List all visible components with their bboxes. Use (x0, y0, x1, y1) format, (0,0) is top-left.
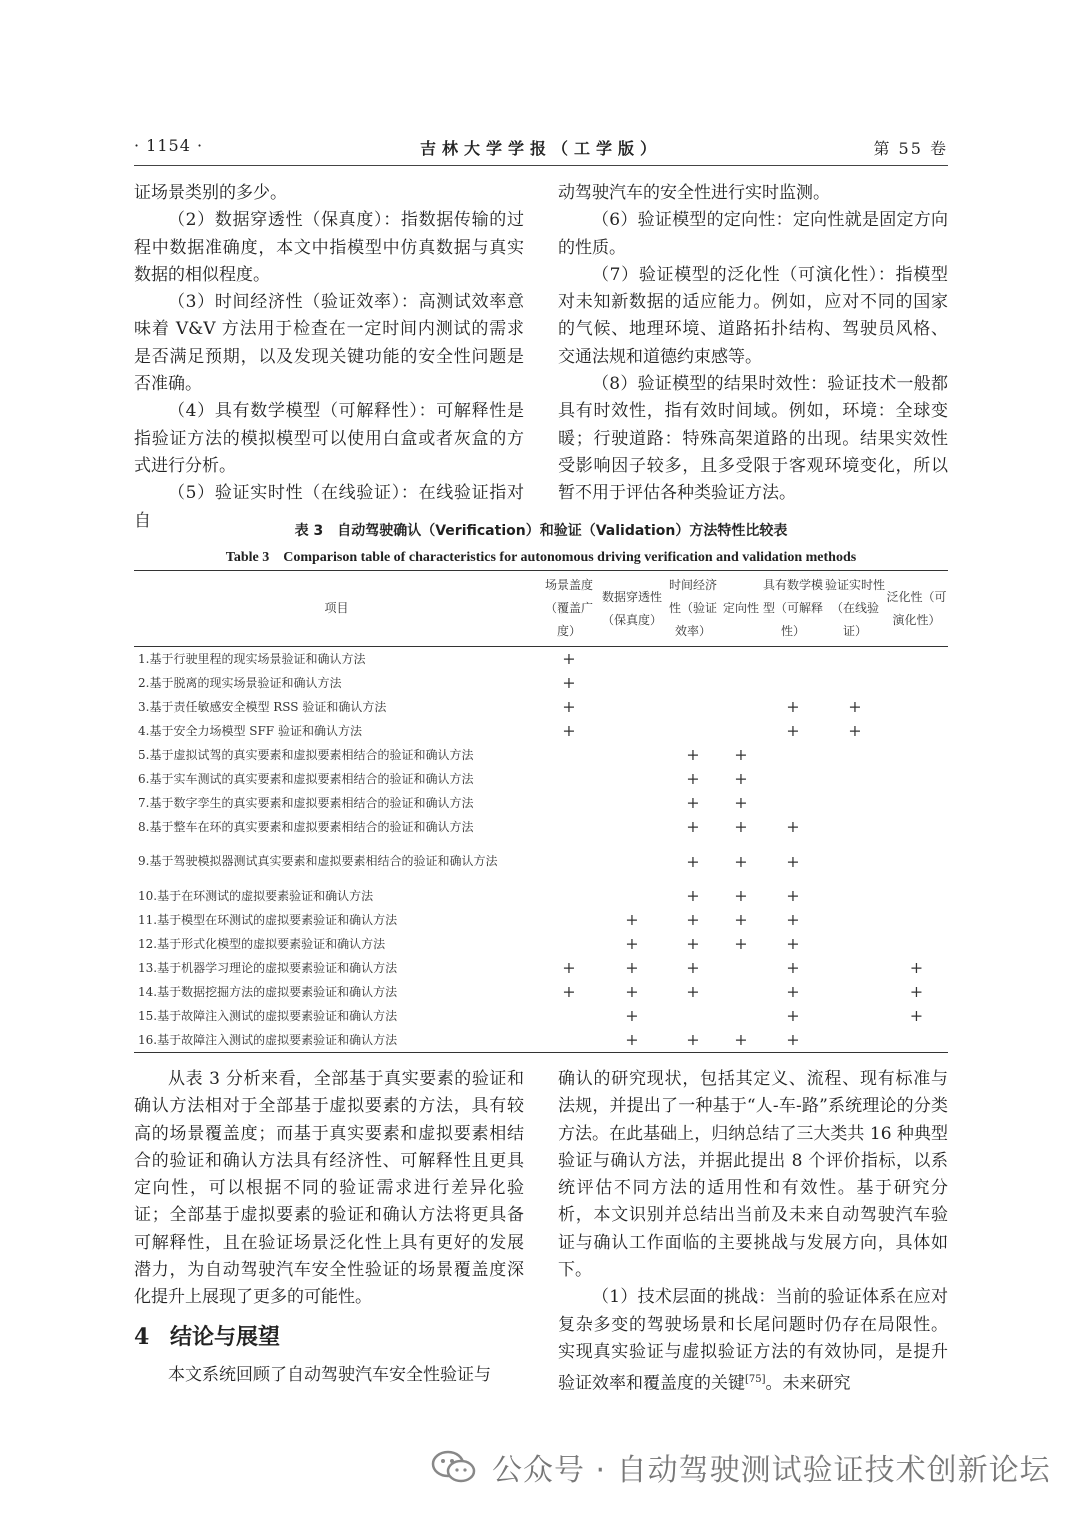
mark-cell (539, 884, 599, 908)
mark-cell (825, 839, 885, 884)
table-row (134, 671, 948, 695)
mark-cell (665, 695, 721, 719)
mark-cell: + (562, 649, 576, 668)
mark-cell: + (625, 958, 639, 977)
table-row (134, 956, 948, 980)
mark-cell (599, 767, 665, 791)
mark-cell (885, 908, 948, 932)
mark-cell: + (686, 958, 700, 977)
table-row (134, 1028, 948, 1053)
row-label: 15.基于故障注入测试的虚拟要素验证和确认方法 (138, 1008, 398, 1023)
row-label: 12.基于形式化模型的虚拟要素验证和确认方法 (138, 936, 386, 951)
mark-cell (761, 671, 825, 695)
table-row (134, 695, 948, 719)
mark-cell (539, 932, 599, 956)
mark-cell: + (562, 697, 576, 716)
mark-cell: + (848, 721, 862, 740)
mark-cell: + (665, 1028, 721, 1053)
mark-cell (721, 695, 761, 719)
mark-cell (599, 719, 665, 743)
paragraph-text: （1）技术层面的挑战：当前的验证体系在应对复杂多变的驾驶场景和长尾问题时仍存在局限性。实现真实验证与虚拟验证方法的有效协同，是提升验证效率和覆盖度的关键 (558, 1287, 948, 1394)
paragraph: （3）时间经济性（验证效率）：高测试效率意味着 V&V 方法用于检查在一定时间内测试的需求是否满足预期，以及发现关键功能的安全性问题是否准确。 (134, 292, 524, 395)
right-column-bottom (558, 1066, 948, 1398)
mark-cell: + (625, 934, 639, 953)
journal-title: 吉林大学学报（工学版） (419, 139, 662, 158)
mark-cell (825, 1028, 885, 1053)
mark-cell: + (909, 958, 924, 977)
mark-cell (721, 671, 761, 695)
table-row (134, 743, 948, 767)
mark-cell: + (625, 1006, 639, 1025)
paragraph: 确认的研究现状，包括其定义、流程、现有标准与法规，并提出了一种基于“人-车-路”系统理论的分类方法。在此基础上，归纳总结了三大类共 16 种典型验证与确认方法，并据此提出 8 个评价指标，以系统评估不同方法的适用性和有效性。基于研究分析，本文识别并总结出当前及未来自动驾驶汽车验证与确认工作面临的主要挑战与发展方向，具体如下。 (558, 1069, 948, 1281)
volume-label: 第 55 卷 (873, 139, 948, 158)
mark-cell (599, 815, 665, 839)
section-heading (134, 1322, 524, 1352)
mark-cell (825, 884, 885, 908)
row-label: 2.基于脱离的现实场景验证和确认方法 (138, 675, 342, 690)
mark-cell (885, 647, 948, 672)
right-column-top (558, 180, 948, 508)
header-directionality: 定向性 (721, 571, 761, 647)
mark-cell: + (786, 817, 800, 836)
mark-cell: + (786, 886, 800, 905)
page-header (134, 136, 948, 164)
mark-cell: + (562, 982, 576, 1001)
left-column-top (134, 180, 524, 535)
mark-cell (539, 791, 599, 815)
mark-cell (539, 743, 599, 767)
mark-cell (885, 839, 948, 884)
mark-cell: + (734, 886, 748, 905)
mark-cell (599, 839, 665, 884)
header-item: 项目 (134, 571, 539, 647)
header-generalization: 泛化性（可演化性） (885, 571, 948, 647)
mark-cell (825, 791, 885, 815)
mark-cell: + (599, 1028, 665, 1053)
mark-cell: + (562, 958, 576, 977)
wechat-icon (430, 1449, 478, 1485)
paragraph: （2）数据穿透性（保真度）：指数据传输的过程中数据准确度，本文中指模型中仿真数据与真实数据的相似程度。 (134, 210, 524, 285)
row-label: 7.基于数字孪生的真实要素和虚拟要素相结合的验证和确认方法 (138, 795, 474, 810)
mark-cell (825, 743, 885, 767)
mark-cell (721, 1004, 761, 1028)
paragraph-tail: 。未来研究 (765, 1373, 851, 1394)
header-interpretability: 具有数学模型（可解释性） (761, 571, 825, 647)
mark-cell: + (686, 793, 700, 812)
paragraph: 本文系统回顾了自动驾驶汽车安全性验证与 (168, 1364, 491, 1385)
mark-cell: + (786, 697, 800, 716)
mark-cell: + (686, 982, 700, 1001)
row-label: 13.基于机器学习理论的虚拟要素验证和确认方法 (138, 960, 398, 975)
mark-cell (761, 647, 825, 672)
mark-cell: + (625, 910, 639, 929)
mark-cell (599, 743, 665, 767)
mark-cell (599, 791, 665, 815)
mark-cell (665, 647, 721, 672)
header-fidelity: 数据穿透性（保真度） (599, 571, 665, 647)
table-row (134, 815, 948, 839)
mark-cell (885, 791, 948, 815)
mark-cell: + (686, 910, 700, 929)
header-rule (134, 165, 948, 166)
mark-cell (665, 1004, 721, 1028)
mark-cell: + (686, 817, 700, 836)
mark-cell (539, 1004, 599, 1028)
mark-cell (825, 1004, 885, 1028)
mark-cell (539, 908, 599, 932)
mark-cell (825, 956, 885, 980)
mark-cell: + (909, 1006, 924, 1025)
mark-cell: + (786, 982, 800, 1001)
paragraph: （8）验证模型的结果时效性：验证技术一般都具有时效性，指有效时间域。例如，环境：全球变暖；行驶道路：特殊高架道路的出现。结果实效性受影响因子较多，且多受限于客观环境变化，所以暂不用于评估各种类验证方法。 (558, 374, 948, 504)
mark-cell: + (686, 934, 700, 953)
paragraph: 动驾驶汽车的安全性进行实时监测。 (558, 183, 830, 203)
watermark (430, 1445, 1070, 1489)
table-row (134, 884, 948, 908)
mark-cell: + (734, 851, 748, 871)
mark-cell: + (734, 745, 748, 764)
mark-cell (885, 671, 948, 695)
mark-cell (599, 884, 665, 908)
mark-cell: + (786, 1006, 800, 1025)
mark-cell (825, 647, 885, 672)
table-row (134, 791, 948, 815)
mark-cell (885, 767, 948, 791)
section-number: 4 (134, 1323, 150, 1350)
table-row (134, 932, 948, 956)
mark-cell (539, 815, 599, 839)
mark-cell (885, 815, 948, 839)
row-label: 1.基于行驶里程的现实场景验证和确认方法 (138, 651, 366, 666)
row-label: 10.基于在环测试的虚拟要素验证和确认方法 (138, 888, 374, 903)
mark-cell (885, 1028, 948, 1053)
row-label: 16.基于故障注入测试的虚拟要素验证和确认方法 (134, 1028, 539, 1053)
mark-cell (721, 647, 761, 672)
table-row (134, 908, 948, 932)
mark-cell: + (786, 958, 800, 977)
mark-cell: + (686, 851, 700, 871)
paragraph: 证场景类别的多少。 (134, 183, 287, 203)
mark-cell: + (686, 886, 700, 905)
mark-cell: + (625, 982, 639, 1001)
paragraph: （6）验证模型的定向性：定向性就是固定方向的性质。 (558, 210, 948, 258)
header-realtime: 验证实时性（在线验证） (825, 571, 885, 647)
header-efficiency: 时间经济性（验证效率） (665, 571, 721, 647)
mark-cell: + (734, 793, 748, 812)
mark-cell (885, 695, 948, 719)
mark-cell (825, 908, 885, 932)
mark-cell (825, 932, 885, 956)
mark-cell: + (562, 721, 576, 740)
mark-cell: + (686, 745, 700, 764)
section-title: 结论与展望 (170, 1323, 281, 1350)
row-label: 11.基于模型在环测试的虚拟要素验证和确认方法 (138, 912, 398, 927)
mark-cell (599, 647, 665, 672)
mark-cell (885, 884, 948, 908)
row-label: 14.基于数据挖掘方法的虚拟要素验证和确认方法 (138, 984, 398, 999)
mark-cell: + (721, 1028, 761, 1053)
mark-cell (825, 815, 885, 839)
table-row (134, 647, 948, 672)
mark-cell (761, 767, 825, 791)
mark-cell (825, 671, 885, 695)
row-label: 9.基于驾驶模拟器测试真实要素和虚拟要素相结合的验证和确认方法 (138, 854, 498, 868)
paragraph (558, 1284, 948, 1398)
table-caption-en: Table 3 Comparison table of characteristics for autonomous driving verification and validation methods (225, 550, 857, 565)
mark-cell (599, 695, 665, 719)
row-label: 3.基于责任敏感安全模型 RSS 验证和确认方法 (138, 699, 387, 714)
table-row (134, 767, 948, 791)
table-row (134, 1004, 948, 1028)
table-row (134, 839, 948, 884)
row-label: 4.基于安全力场模型 SFF 验证和确认方法 (138, 723, 362, 738)
paragraph: 从表 3 分析来看，全部基于真实要素的验证和确认方法相对于全部基于虚拟要素的方法，具有较高的场景覆盖度；而基于真实要素和虚拟要素相结合的验证和确认方法具有经济性、可解释性且更具定向性，可以根据不同的验证需求进行差异化验证；全部基于虚拟要素的验证和确认方法将更具备可解释性，且在验证场景泛化性上具有更好的发展潜力，为自动驾驶汽车安全性验证的场景覆盖度深化提升上展现了更多的可能性。 (134, 1069, 524, 1308)
comparison-table (134, 570, 948, 1053)
mark-cell (721, 719, 761, 743)
header-coverage: 场景盖度（覆盖广度） (539, 571, 599, 647)
mark-cell: + (734, 817, 748, 836)
mark-cell (539, 839, 599, 884)
watermark-text: 公众号 · 自动驾驶测试验证技术创新论坛 (492, 1453, 1051, 1488)
mark-cell (539, 767, 599, 791)
page-number: · 1154 · (134, 136, 204, 155)
mark-cell: + (562, 673, 576, 692)
mark-cell (721, 956, 761, 980)
paragraph: （5）验证实时性（在线验证）：在线验证指对自 (134, 483, 524, 531)
mark-cell (825, 980, 885, 1004)
table-row (134, 719, 948, 743)
mark-cell: + (734, 910, 748, 929)
mark-cell (721, 980, 761, 1004)
mark-cell (761, 743, 825, 767)
mark-cell: + (786, 851, 800, 871)
mark-cell (665, 671, 721, 695)
mark-cell (599, 671, 665, 695)
mark-cell (761, 791, 825, 815)
table-header-row (134, 571, 948, 647)
mark-cell (885, 719, 948, 743)
paragraph: （4）具有数学模型（可解释性）：可解释性是指验证方法的模拟模型可以使用白盒或者灰盒的方式进行分析。 (134, 401, 524, 476)
mark-cell: + (734, 934, 748, 953)
mark-cell: + (686, 769, 700, 788)
mark-cell: + (909, 982, 924, 1001)
mark-cell (885, 932, 948, 956)
mark-cell: + (734, 769, 748, 788)
row-label: 6.基于实车测试的真实要素和虚拟要素相结合的验证和确认方法 (138, 771, 474, 786)
row-label: 5.基于虚拟试驾的真实要素和虚拟要素相结合的验证和确认方法 (138, 747, 474, 762)
mark-cell: + (761, 1028, 825, 1053)
mark-cell: + (786, 721, 800, 740)
table-body (134, 647, 948, 1053)
mark-cell: + (786, 934, 800, 953)
mark-cell (539, 1028, 599, 1053)
row-label: 8.基于整车在环的真实要素和虚拟要素相结合的验证和确认方法 (138, 819, 474, 834)
paragraph: （7）验证模型的泛化性（可演化性）：指模型对未知新数据的适应能力。例如，应对不同的国家的气候、地理环境、道路拓扑结构、驾驶员风格、交通法规和道德约束感等。 (558, 264, 948, 367)
citation: [75] (745, 1374, 766, 1386)
table-caption-cn: 表 3 自动驾驶确认（Verification）和验证（Validation）方法特性比较表 (294, 523, 788, 539)
mark-cell (825, 767, 885, 791)
mark-cell: + (848, 697, 862, 716)
table-row (134, 980, 948, 1004)
mark-cell (665, 719, 721, 743)
mark-cell: + (786, 910, 800, 929)
left-column-bottom (134, 1066, 524, 1389)
mark-cell (885, 743, 948, 767)
